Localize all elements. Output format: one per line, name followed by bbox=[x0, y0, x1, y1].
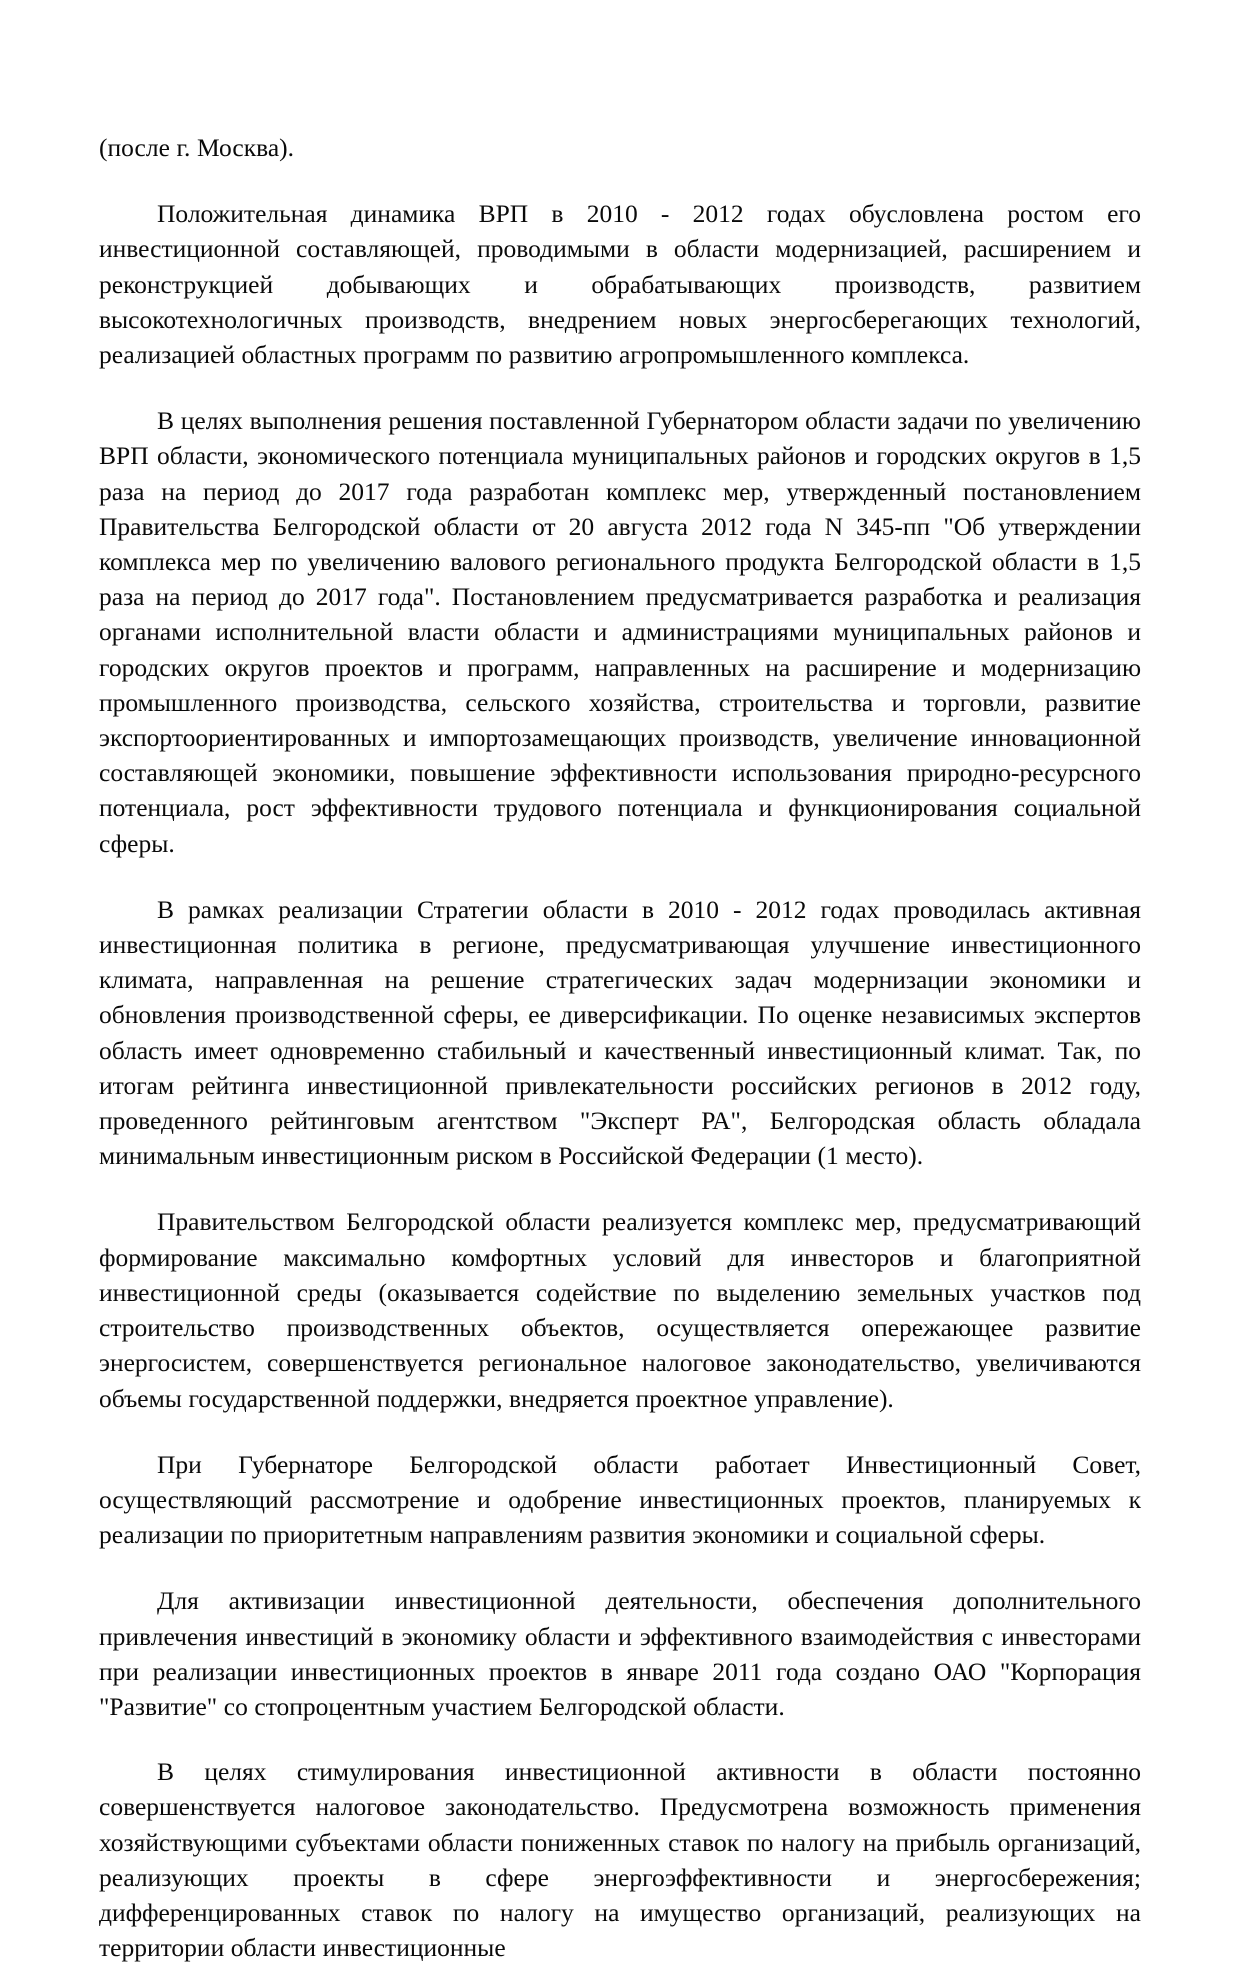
paragraph-investment-council: При Губернаторе Белгородской области работает Инвестиционный Совет, осуществляющий рассмотрение и одобрение инвестиционных проектов, планируемых к реализации по приоритетным направлениям развития экономики и социальной сферы. bbox=[99, 1449, 1141, 1550]
paragraph-government-measures: Правительством Белгородской области реализуется комплекс мер, предусматривающий формирование максимально комфортных условий для инвесторов и благоприятной инвестиционной среды (оказывается содействие по выделению земельных участков под строительство производственных объектов, осуществляется опережающее развитие энергосистем, совершенствуется региональное налоговое законодательство, увеличиваются объемы государственной поддержки, внедряется проектное управление). bbox=[99, 1207, 1141, 1413]
paragraph-governor-task: В целях выполнения решения поставленной Губернатором области задачи по увеличению ВРП области, экономического потенциала муниципальных районов и городских округов в 1,5 раза на период до 2017 года разработан комплекс мер, утвержденный постановлением Правительства Белгородской области от 20 августа 2012 года N 345-пп "Об утверждении комплекса мер по увеличению валового регионального продукта Белгородской области в 1,5 раза на период до 2017 года". Постановлением предусматривается разработка и реализация органами исполнительной власти области и администрациями муниципальных районов и городских округов проектов и программ, направленных на расширение и модернизацию промышленного производства, сельского хозяйства, строительства и торговли, развитие экспортоориентированных и импортозамещающих производств, увеличение инновационной составляющей экономики, повышение эффективности использования природно-ресурсного потенциала, рост эффективности трудового потенциала и функционирования социальной сферы. bbox=[99, 406, 1141, 858]
paragraph-corporation-razvitie: Для активизации инвестиционной деятельности, обеспечения дополнительного привлечения инвестиций в экономику области и эффективного взаимодействия с инвесторами при реализации инвестиционных проектов в январе 2011 года создано ОАО "Корпорация "Развитие" со стопроцентным участием Белгородской области. bbox=[99, 1586, 1141, 1721]
document-text-body bbox=[99, 130, 1141, 1965]
paragraph-tax-legislation: В целях стимулирования инвестиционной активности в области постоянно совершенствуется налоговое законодательство. Предусмотрена возможность применения хозяйствующими субъектами области пониженных ставок по налогу на прибыль организаций, реализующих проекты в сфере энергоэффективности и энергосбережения; дифференцированных ставок по налогу на имущество организаций, реализующих на территории области инвестиционные bbox=[99, 1757, 1141, 1963]
paragraph-strategy-implementation: В рамках реализации Стратегии области в 2010 - 2012 годах проводилась активная инвестиционная политика в регионе, предусматривающая улучшение инвестиционного климата, направленная на решение стратегических задач модернизации экономики и обновления производственной сферы, ее диверсификации. По оценке независимых экспертов область имеет одновременно стабильный и качественный инвестиционный климат. Так, по итогам рейтинга инвестиционной привлекательности российских регионов в 2012 году, проведенного рейтинговым агентством "Эксперт РА", Белгородская область обладала минимальным инвестиционным риском в Российской Федерации (1 место). bbox=[99, 894, 1141, 1171]
paragraph-grp-dynamics: Положительная динамика ВРП в 2010 - 2012 годах обусловлена ростом его инвестиционной составляющей, проводимыми в области модернизацией, расширением и реконструкцией добывающих и обрабатывающих производств, развитием высокотехнологичных производств, внедрением новых энергосберегающих технологий, реализацией областных программ по развитию агропромышленного комплекса. bbox=[99, 199, 1141, 370]
paragraph-intro-continuation: (после г. Москва). bbox=[99, 133, 295, 162]
